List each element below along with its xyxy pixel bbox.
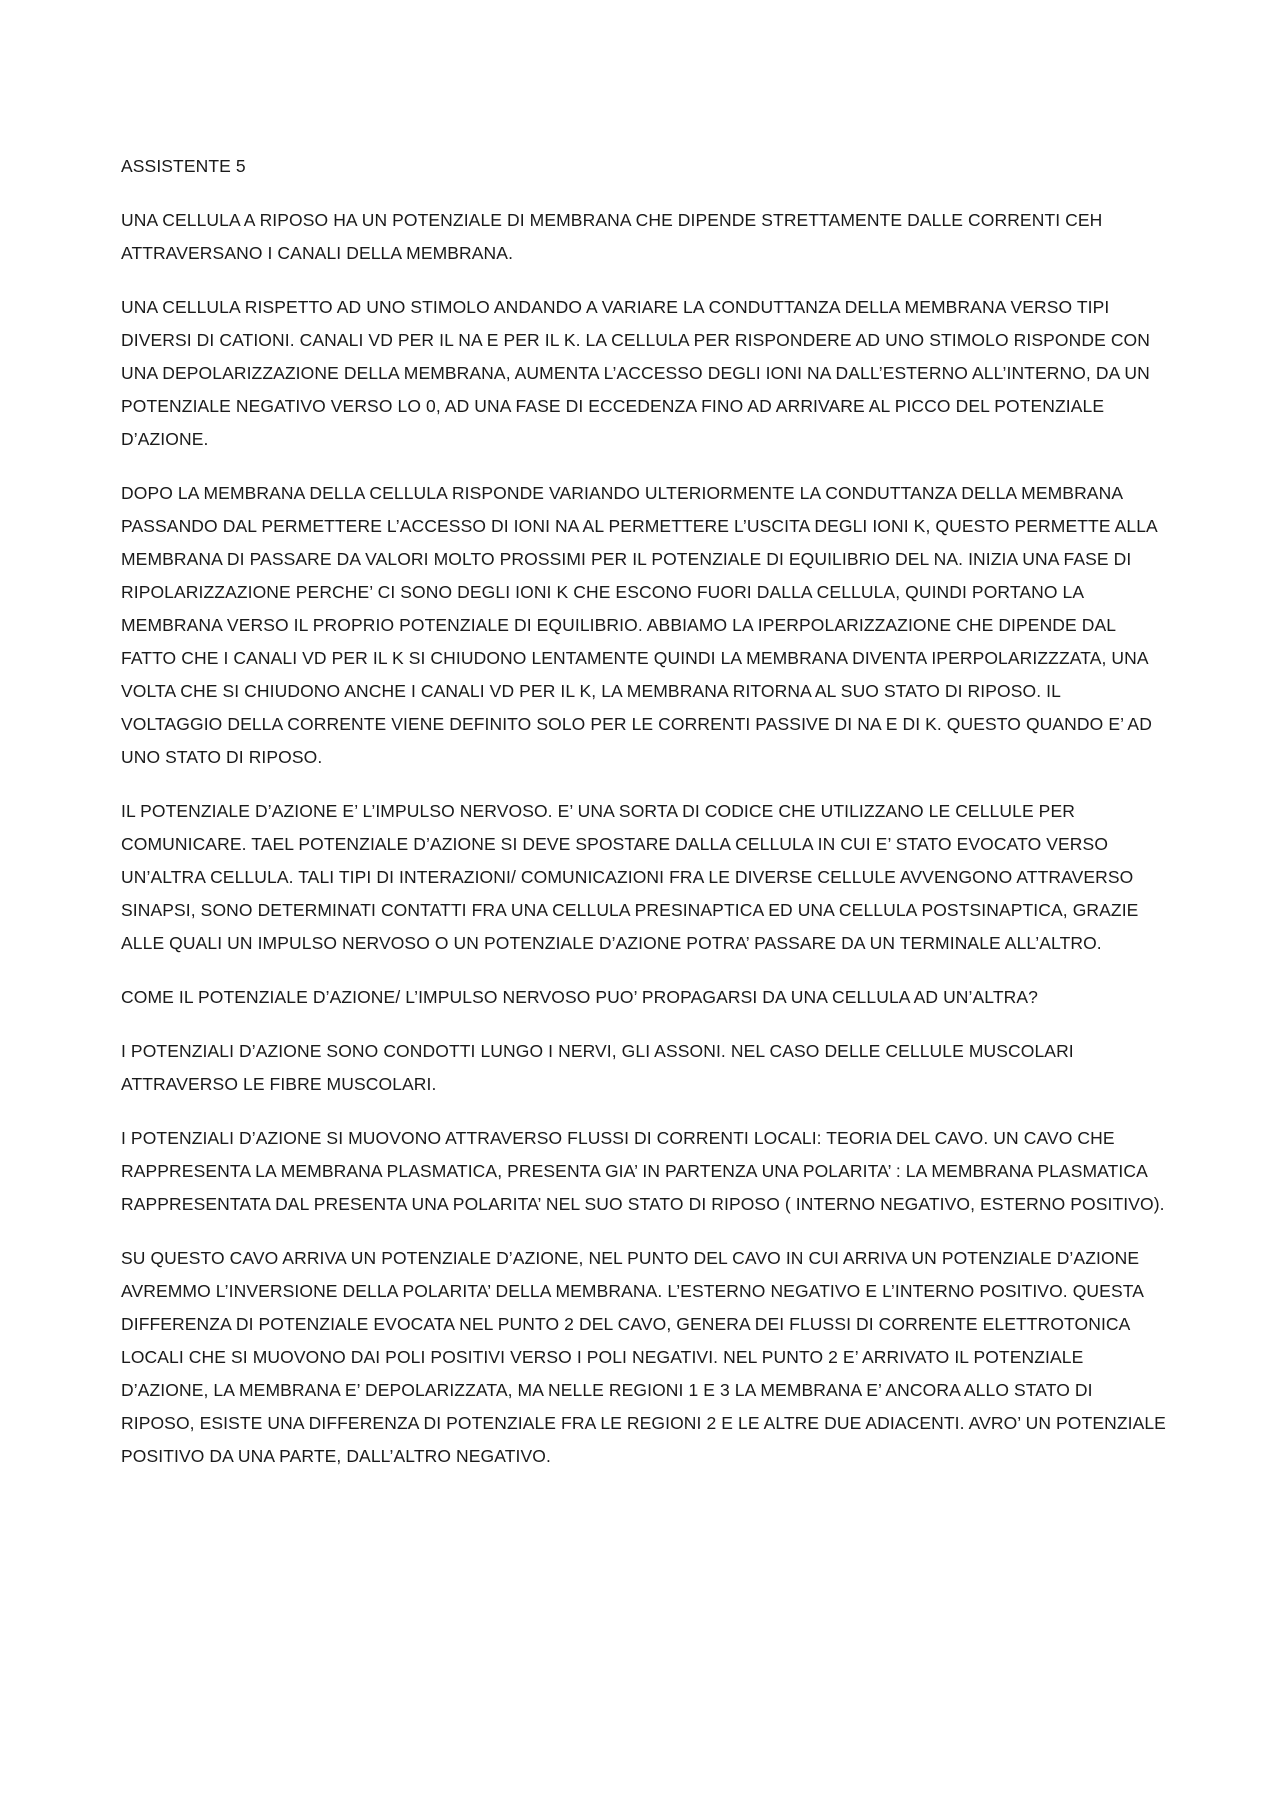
document-body [121, 150, 1166, 1494]
paragraph: UNA CELLULA A RIPOSO HA UN POTENZIALE DI MEMBRANA CHE DIPENDE STRETTAMENTE DALLE CORRENTI CEH ATTRAVERSANO I CANALI DELLA MEMBRANA. [121, 210, 1103, 263]
paragraph: I POTENZIALI D’AZIONE SONO CONDOTTI LUNGO I NERVI, GLI ASSONI. NEL CASO DELLE CELLULE MUSCOLARI ATTRAVERSO LE FIBRE MUSCOLARI. [121, 1041, 1074, 1094]
paragraph: I POTENZIALI D’AZIONE SI MUOVONO ATTRAVERSO FLUSSI DI CORRENTI LOCALI: TEORIA DEL CAVO. UN CAVO CHE RAPPRESENTA LA MEMBRANA PLASMATICA, PRESENTA GIA’ IN PARTENZA UNA POLARITA’ : LA MEMBRANA PLASMATICA RAPPRESENTATA DAL PRESENTA UNA POLARITA’ NEL SUO STATO DI RIPOSO ( INTERNO NEGATIVO, ESTERNO POSITIVO). [121, 1128, 1165, 1214]
paragraph: COME IL POTENZIALE D’AZIONE/ L’IMPULSO NERVOSO PUO’ PROPAGARSI DA UNA CELLULA AD UN’ALTRA? [121, 987, 1038, 1007]
paragraph: SU QUESTO CAVO ARRIVA UN POTENZIALE D’AZIONE, NEL PUNTO DEL CAVO IN CUI ARRIVA UN POTENZIALE D’AZIONE AVREMMO L’INVERSIONE DELLA POLARITA’ DELLA MEMBRANA. L’ESTERNO NEGATIVO E L’INTERNO POSITIVO. QUESTA DIFFERENZA DI POTENZIALE EVOCATA NEL PUNTO 2 DEL CAVO, GENERA DEI FLUSSI DI CORRENTE ELETTROTONICA LOCALI CHE SI MUOVONO DAI POLI POSITIVI VERSO I POLI NEGATIVI. NEL PUNTO 2 E’ ARRIVATO IL POTENZIALE D’AZIONE, LA MEMBRANA E’ DEPOLARIZZATA, MA NELLE REGIONI 1 E 3 LA MEMBRANA E’ ANCORA ALLO STATO DI RIPOSO, ESISTE UNA DIFFERENZA DI POTENZIALE FRA LE REGIONI 2 E LE ALTRE DUE ADIACENTI. AVRO’ UN POTENZIALE POSITIVO DA UNA PARTE, DALL’ALTRO NEGATIVO. [121, 1248, 1166, 1466]
document-heading: ASSISTENTE 5 [121, 156, 246, 176]
paragraph: IL POTENZIALE D’AZIONE E’ L’IMPULSO NERVOSO. E’ UNA SORTA DI CODICE CHE UTILIZZANO LE CELLULE PER COMUNICARE. TAEL POTENZIALE D’AZIONE SI DEVE SPOSTARE DALLA CELLULA IN CUI E’ STATO EVOCATO VERSO UN’ALTRA CELLULA. TALI TIPI DI INTERAZIONI/ COMUNICAZIONI FRA LE DIVERSE CELLULE AVVENGONO ATTRAVERSO SINAPSI, SONO DETERMINATI CONTATTI FRA UNA CELLULA PRESINAPTICA ED UNA CELLULA POSTSINAPTICA, GRAZIE ALLE QUALI UN IMPULSO NERVOSO O UN POTENZIALE D’AZIONE POTRA’ PASSARE DA UN TERMINALE ALL’ALTRO. [121, 801, 1139, 953]
paragraph: UNA CELLULA RISPETTO AD UNO STIMOLO ANDANDO A VARIARE LA CONDUTTANZA DELLA MEMBRANA VERSO TIPI DIVERSI DI CATIONI. CANALI VD PER IL NA E PER IL K. LA CELLULA PER RISPONDERE AD UNO STIMOLO RISPONDE CON UNA DEPOLARIZZAZIONE DELLA MEMBRANA, AUMENTA L’ACCESSO DEGLI IONI NA DALL’ESTERNO ALL’INTERNO, DA UN POTENZIALE NEGATIVO VERSO LO 0, AD UNA FASE DI ECCEDENZA FINO AD ARRIVARE AL PICCO DEL POTENZIALE D’AZIONE. [121, 297, 1151, 449]
paragraph: DOPO LA MEMBRANA DELLA CELLULA RISPONDE VARIANDO ULTERIORMENTE LA CONDUTTANZA DELLA MEMBRANA PASSANDO DAL PERMETTERE L’ACCESSO DI IONI NA AL PERMETTERE L’USCITA DEGLI IONI K, QUESTO PERMETTE ALLA MEMBRANA DI PASSARE DA VALORI MOLTO PROSSIMI PER IL POTENZIALE DI EQUILIBRIO DEL NA. INIZIA UNA FASE DI RIPOLARIZZAZIONE PERCHE’ CI SONO DEGLI IONI K CHE ESCONO FUORI DALLA CELLULA, QUINDI PORTANO LA MEMBRANA VERSO IL PROPRIO POTENZIALE DI EQUILIBRIO. ABBIAMO LA IPERPOLARIZZAZIONE CHE DIPENDE DAL FATTO CHE I CANALI VD PER IL K SI CHIUDONO LENTAMENTE QUINDI LA MEMBRANA DIVENTA IPERPOLARIZZZATA, UNA VOLTA CHE SI CHIUDONO ANCHE I CANALI VD PER IL K, LA MEMBRANA RITORNA AL SUO STATO DI RIPOSO. IL VOLTAGGIO DELLA CORRENTE VIENE DEFINITO SOLO PER LE CORRENTI PASSIVE DI NA E DI K. QUESTO QUANDO E’ AD UNO STATO DI RIPOSO. [121, 483, 1157, 767]
